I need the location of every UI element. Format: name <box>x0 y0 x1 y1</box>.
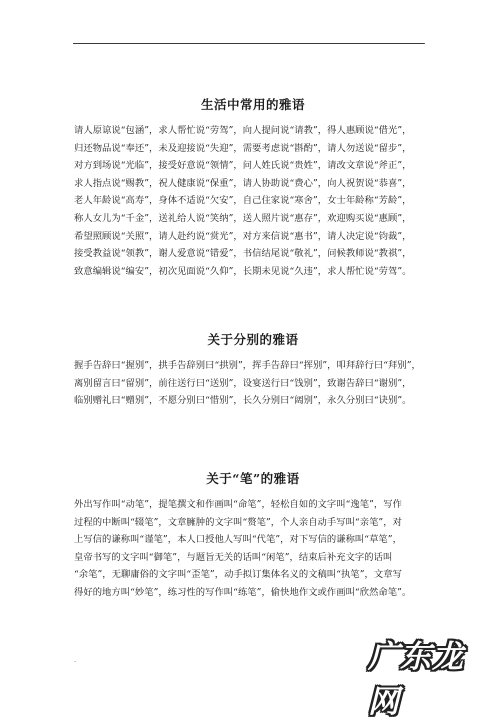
text-line: 致意编辑说“编安”，初次见面说“久仰”，长期未见说“久违”，求人帮忙说“劳驾”。 <box>74 265 412 277</box>
text-line: 老人年龄说“高寿”，身体不适说“欠安”，自己住家说“寒舍”，女士年龄称“芳龄”， <box>74 195 412 207</box>
site-watermark-logo <box>368 639 490 720</box>
text-line: 握手告辞曰“握别”，拱手告辞别曰“拱别”，挥手告辞曰“挥别”，叩拜辞行曰“拜别”， <box>74 360 421 371</box>
text-line: 归还物品说“奉还”，未及迎接说“失迎”，需要考虑说“斟酌”，请人勿送说“留步”， <box>74 142 412 154</box>
section-body <box>74 122 432 280</box>
text-line: 过程的中断叫“辍笔”，文章臃肿的文字叫“赘笔”，个人亲自动手写叫“亲笔”，对 <box>74 516 402 528</box>
text-line: 外出写作叫“动笔”，提笔撰文和作画叫“命笔”，轻松自如的文字叫“逸笔”，写作 <box>74 499 402 510</box>
text-line: 对方到场说“光临”，接受好意说“领情”，问人姓氏说“贵姓”，请改文章说“斧正”， <box>74 160 412 172</box>
text-line: 得好的地方叫“妙笔”，练习性的写作叫“练笔”，偷快地作文或作画叫“欣然命笔”。 <box>74 586 412 598</box>
section-pen-elegant-words <box>74 469 432 602</box>
section-body <box>74 357 432 410</box>
text-line: 称人女儿为“千金”，送礼给人说“笑纳”，送人照片说“惠存”，欢迎购买说“惠顾”， <box>74 212 412 224</box>
section-title: 生活中常用的雅语 <box>200 97 305 112</box>
text-line: 皇帝书写的文字叫“御笔”，与题旨无关的话叫“闲笔”，结束后补充文字的话叫 <box>74 551 393 563</box>
header-corner-mark: . <box>423 38 426 46</box>
text-line: 希望照顾说“关照”，请人赴约说“赏光”，对方来信说“惠书”，请人决定说“钧裁”， <box>74 230 412 242</box>
watermark-text: 广东龙网 <box>368 639 464 720</box>
text-line: 上写信的谦称叫“谨笔”，本人口授他人写叫“代笔”，对下写信的谦称叫“草笔”， <box>74 534 402 546</box>
text-line: 求人指点说“赐教”，祝人健康说“保重”，请人协助说“费心”，向人祝贺说“恭喜”， <box>74 177 412 189</box>
section-title: 关于分别的雅语 <box>207 332 299 347</box>
text-line: 临别赠礼曰“赠别”，不愿分别曰“惜别”，长久分别曰“阔别”，永久分别曰“诀别”。 <box>74 395 412 407</box>
section-body <box>74 496 432 602</box>
section-daily-elegant-words <box>74 95 432 280</box>
text-line: 离别留言曰“留别”，前往送行曰“送别”，设宴送行曰“饯别”，致谢告辞曰“谢别”， <box>74 377 412 389</box>
text-line: 接受教益说“领教”，谢人爱意说“错爱”，书信结尾说“敬礼”，问候教师说“教祺”， <box>74 248 412 260</box>
section-farewell-elegant-words <box>74 330 432 410</box>
section-title: 关于“笔”的雅语 <box>206 471 300 486</box>
footer-corner-mark: . <box>74 656 77 664</box>
text-line: “余笔”，无聊庸俗的文字叫“歪笔”，动手拟订集体名义的文稿叫“执笔”，文章写 <box>74 569 402 581</box>
text-line: 请人原谅说“包涵”，求人帮忙说“劳驾”，向人提问说“请教”，得人惠顾说“借光”， <box>74 125 412 136</box>
header-rule <box>73 43 425 44</box>
